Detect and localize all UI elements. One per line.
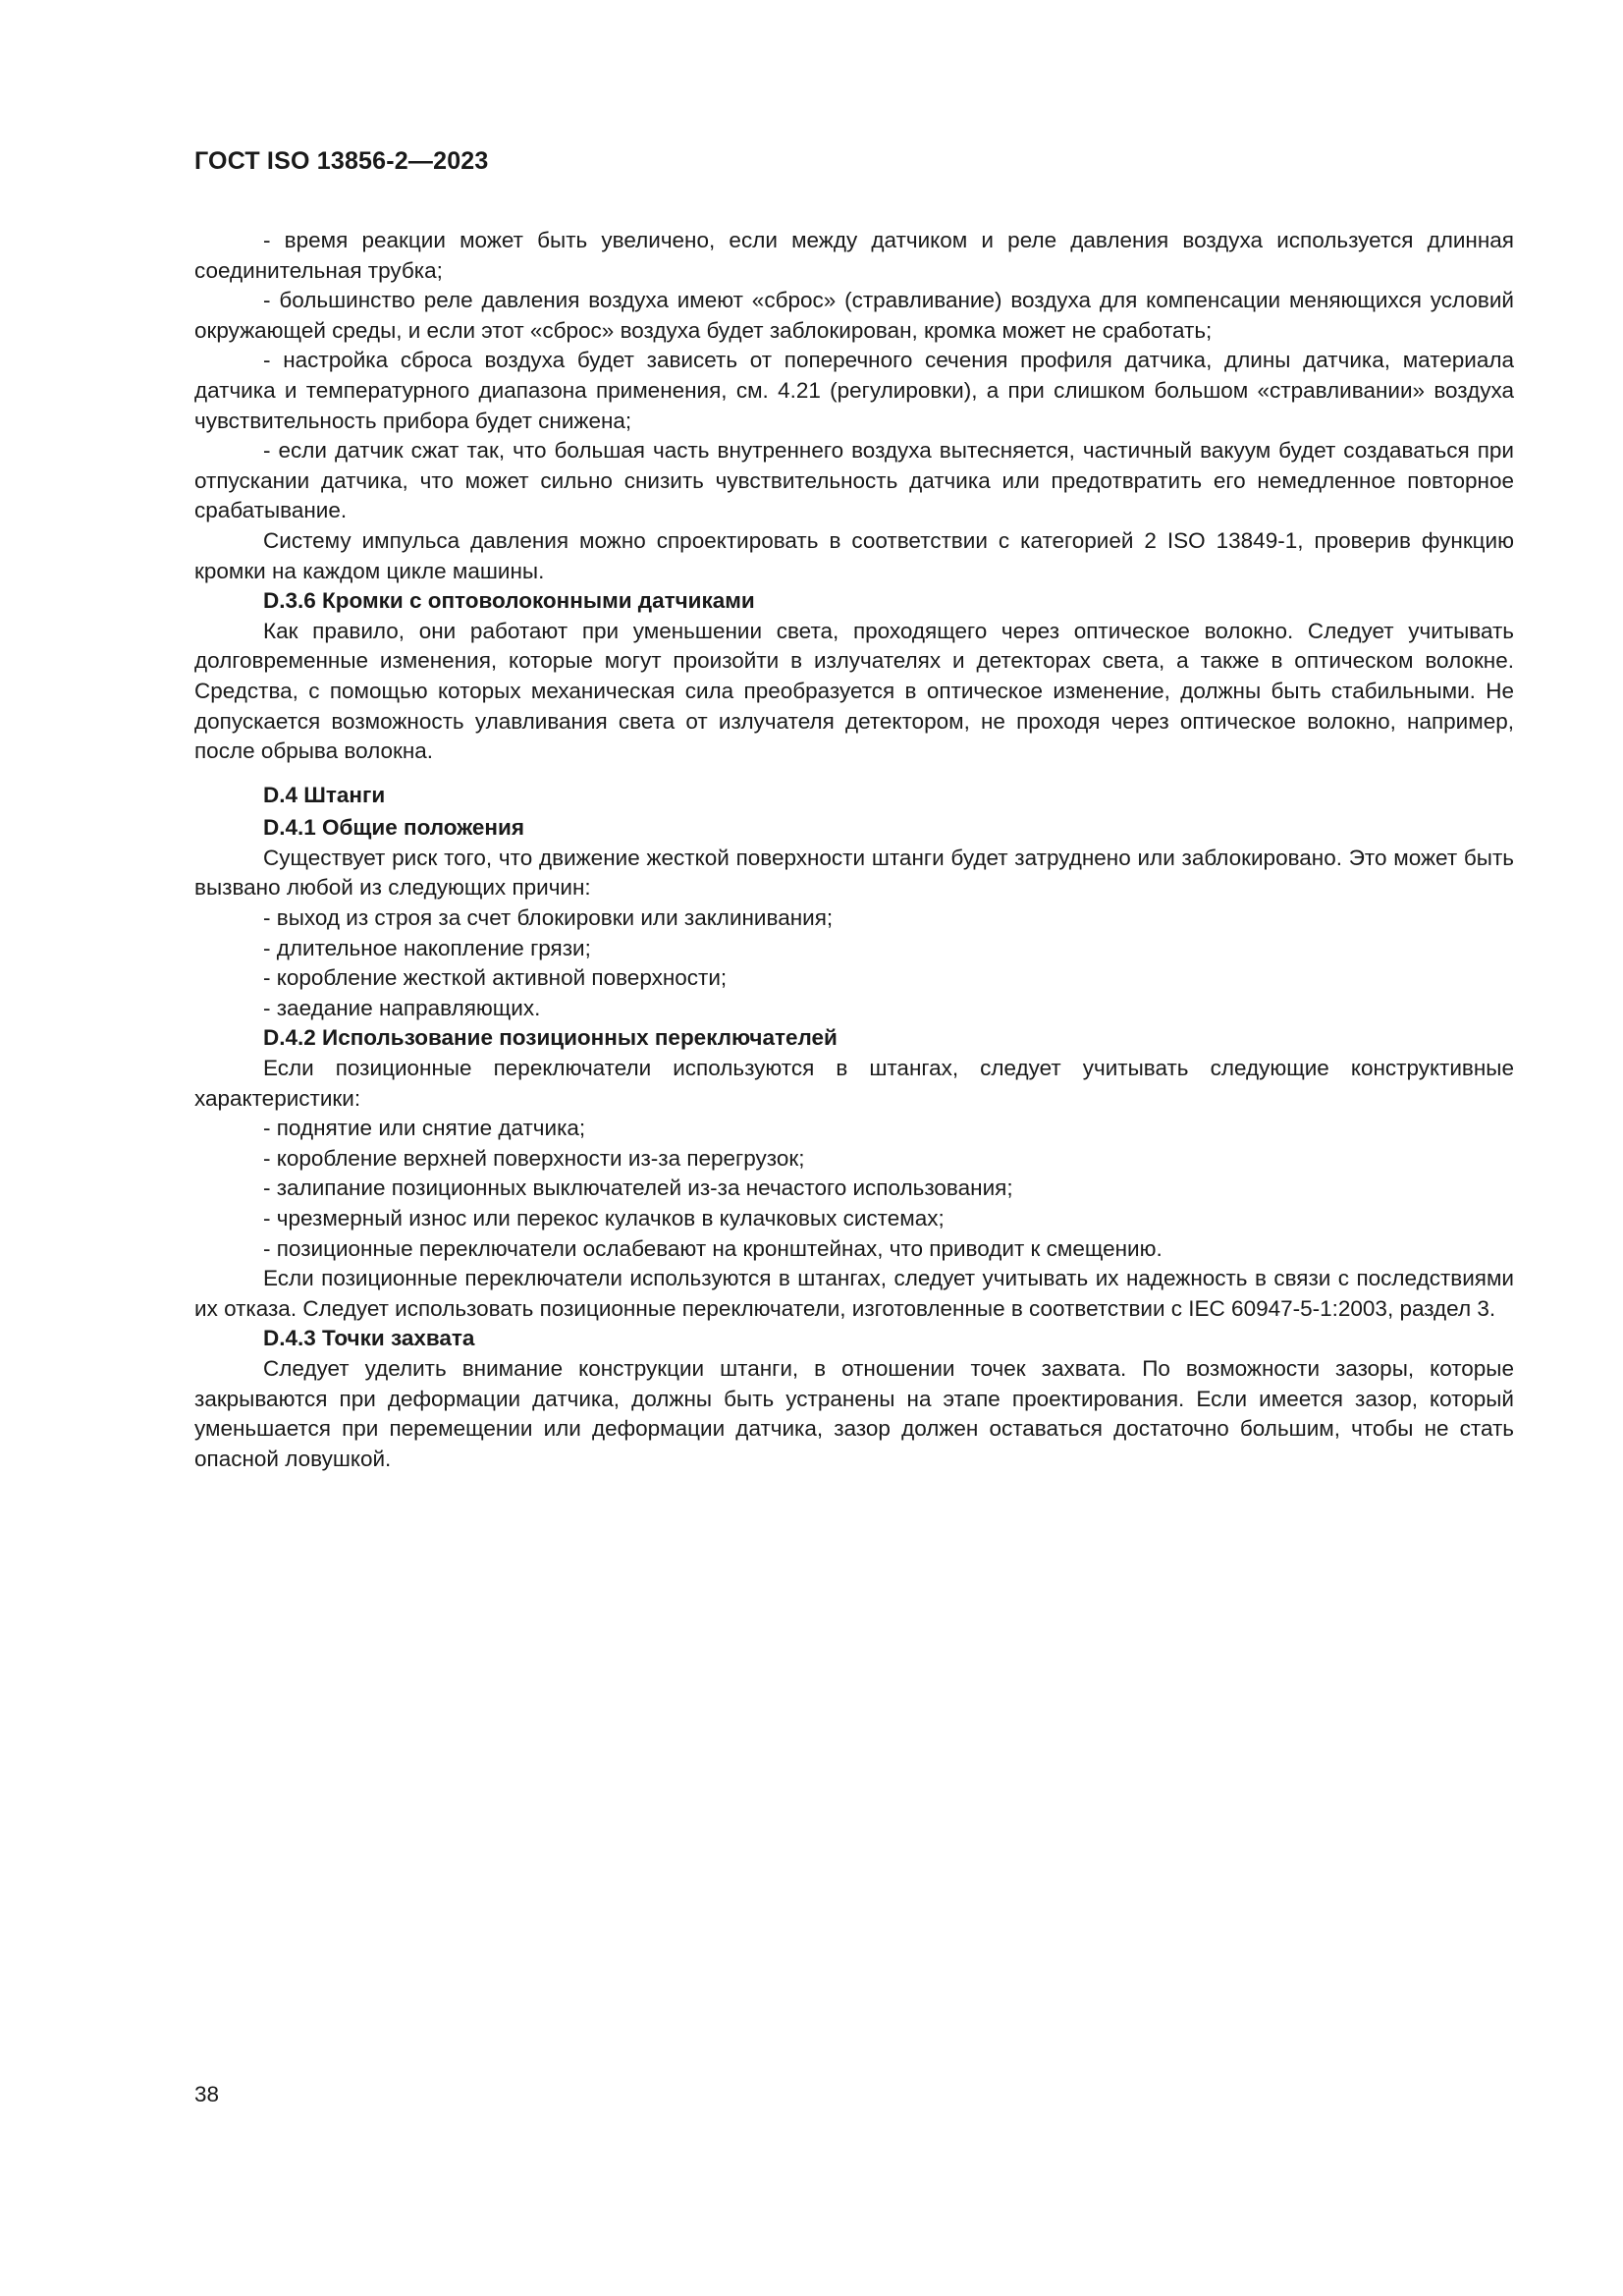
body-paragraph: Следует уделить внимание конструкции штанги, в отношении точек захвата. По возможности зазоры, которые закрываются при деформации датчика, должны быть устранены на этапе проектирования. Если имеется зазор, который уменьшается при перемещении или деформации датчика, зазор должен оставаться достаточно большим, чтобы не стать опасной ловушкой. — [194, 1355, 1514, 1471]
document-header: ГОСТ ISO 13856-2—2023 — [194, 147, 489, 175]
subsection-heading: D.4.2 Использование позиционных переключателей — [263, 1025, 838, 1051]
list-item: - коробление жесткой активной поверхности; — [263, 965, 728, 991]
subsection-heading: D.3.6 Кромки с оптоволоконными датчиками — [263, 588, 755, 614]
body-paragraph: - если датчик сжат так, что большая часть внутреннего воздуха вытесняется, частичный вакуум будет создаваться при отпускании датчика, что может сильно снизить чувствительность датчика или предотвратить его немедленное повторное срабатывание. — [194, 438, 1514, 523]
document-body — [194, 226, 1514, 1474]
body-paragraph: Систему импульса давления можно спроектировать в соответствии с категорией 2 ISO 13849-1, проверив функцию кромки на каждом цикле машины. — [194, 527, 1514, 583]
list-item: - позиционные переключатели ослабевают на кронштейнах, что приводит к смещению. — [263, 1235, 1163, 1261]
list-item: - выход из строя за счет блокировки или заклинивания; — [263, 905, 834, 931]
page-number: 38 — [194, 2082, 220, 2106]
subsection-heading: D.4.1 Общие положения — [263, 815, 524, 841]
body-paragraph: - настройка сброса воздуха будет зависеть от поперечного сечения профиля датчика, длины датчика, материала датчика и температурного диапазона применения, см. 4.21 (регулировки), а при слишком большом «стравливании» воздуха чувствительность прибора будет снижена; — [194, 348, 1514, 433]
section-heading: D.4 Штанги — [263, 782, 386, 807]
list-item: - коробление верхней поверхности из-за перегрузок; — [263, 1145, 805, 1171]
list-item: - длительное накопление грязи; — [263, 935, 591, 960]
body-paragraph: Если позиционные переключатели используются в штангах, следует учитывать следующие конструктивные характеристики: — [194, 1056, 1514, 1111]
list-item: - залипание позиционных выключателей из-за нечастого использования; — [263, 1175, 1013, 1201]
body-paragraph: - время реакции может быть увеличено, если между датчиком и реле давления воздуха используется длинная соединительная трубка; — [194, 228, 1514, 283]
body-paragraph: Существует риск того, что движение жесткой поверхности штанги будет затруднено или заблокировано. Это может быть вызвано любой из следующих причин: — [194, 845, 1514, 901]
list-item: - чрезмерный износ или перекос кулачков в кулачковых системах; — [263, 1206, 945, 1230]
body-paragraph: Как правило, они работают при уменьшении света, проходящего через оптическое волокно. Следует учитывать долговременные изменения, которые могут произойти в излучателях и детекторах света, а также в оптическом волокне. Средства, с помощью которых механическая сила преобразуется в оптическое изменение, должны быть стабильными. Не допускается возможность улавливания света от излучателя детектором, не проходя через оптическое волокно, например, после обрыва волокна. — [194, 618, 1514, 764]
list-item: - поднятие или снятие датчика; — [263, 1116, 586, 1141]
subsection-heading: D.4.3 Точки захвата — [263, 1326, 475, 1351]
list-item: - заедание направляющих. — [263, 995, 541, 1020]
body-paragraph: Если позиционные переключатели используются в штангах, следует учитывать их надежность в связи с последствиями их отказа. Следует использовать позиционные переключатели, изготовленные в соответствии с IEC 60947-5-1:2003, раздел 3. — [194, 1266, 1514, 1321]
body-paragraph: - большинство реле давления воздуха имеют «сброс» (стравливание) воздуха для компенсации меняющихся условий окружающей среды, и если этот «сброс» воздуха будет заблокирован, кромка может не сработать; — [194, 288, 1514, 343]
